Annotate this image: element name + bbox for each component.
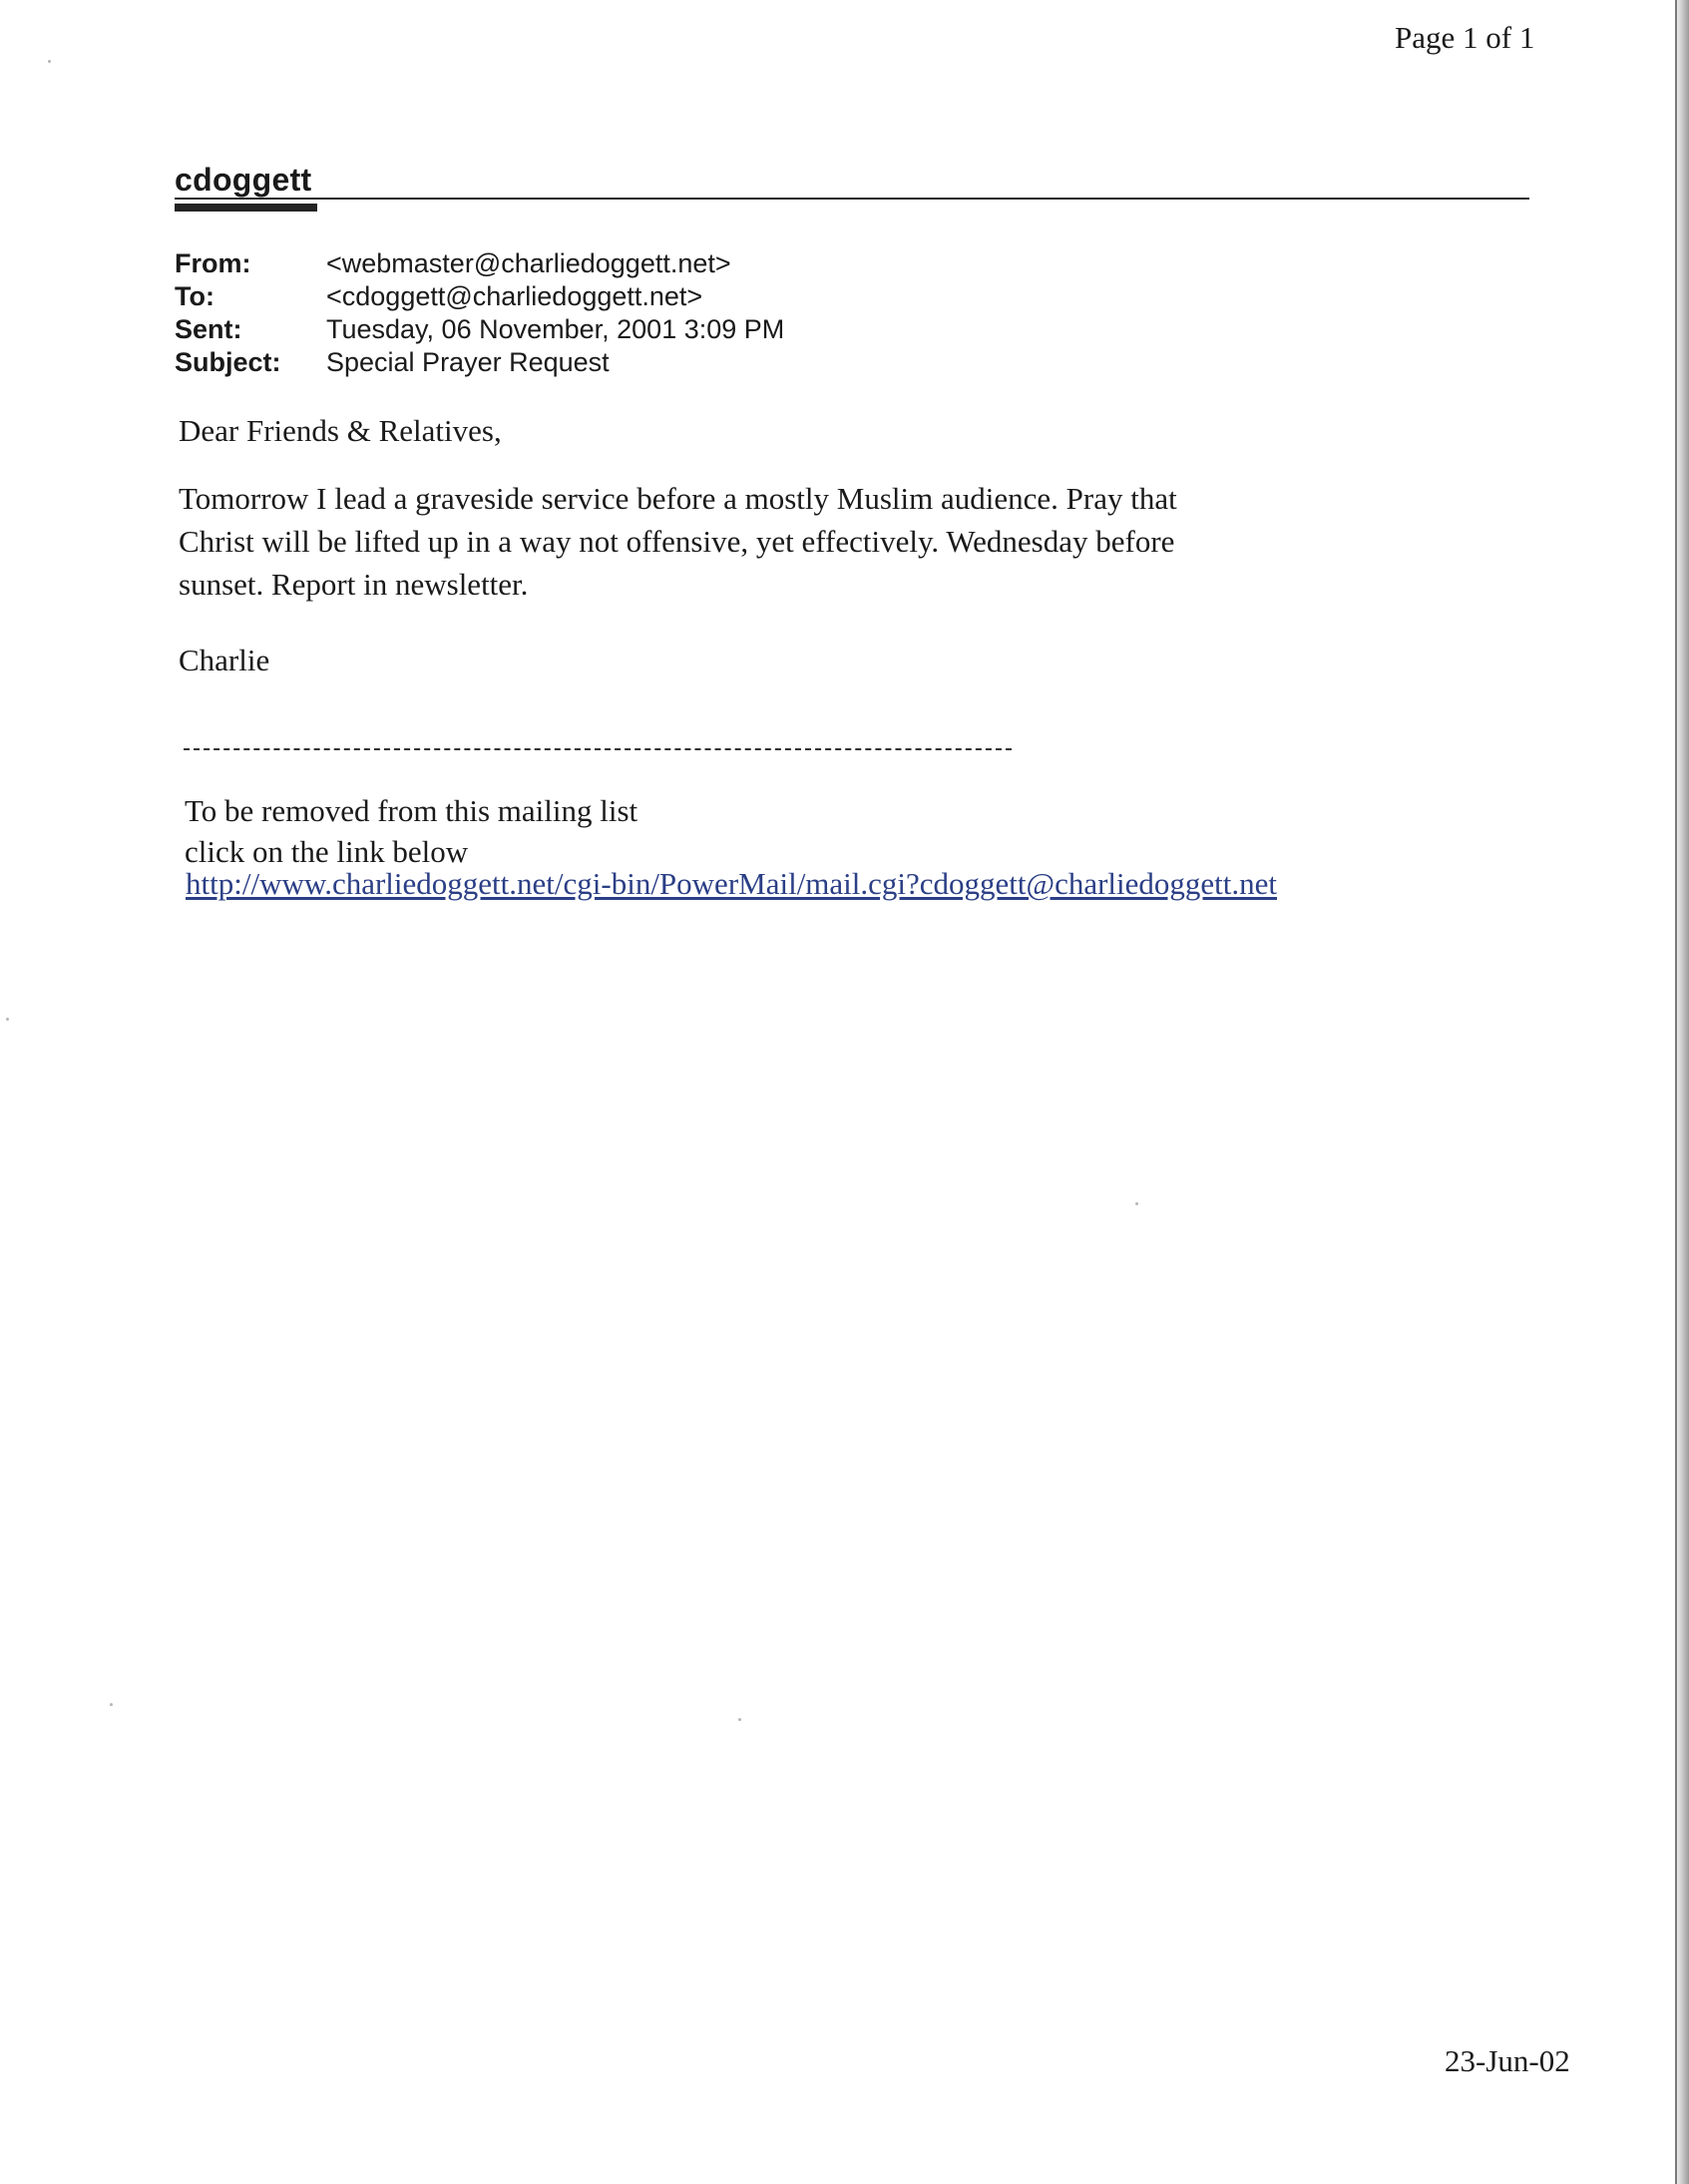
scan-edge-shadow <box>1675 0 1689 2184</box>
header-row-from <box>175 247 784 280</box>
title-underline-accent <box>175 204 317 212</box>
page-number: Page 1 of 1 <box>1395 20 1535 55</box>
scan-edge-line <box>1675 0 1677 2184</box>
email-body-paragraph: Tomorrow I lead a graveside service before a mostly Muslim audience. Pray that Christ will be lifted up in a way not offensive, yet effectively. Wednesday before sunset. Report in newsletter. <box>179 481 1177 602</box>
to-value: <cdoggett@charliedoggett.net> <box>326 281 703 311</box>
email-salutation: Dear Friends & Relatives, <box>179 413 502 448</box>
sent-label: Sent: <box>175 314 242 344</box>
scan-speck <box>1135 1202 1138 1205</box>
footer-dashed-separator <box>184 748 1012 750</box>
header-row-subject <box>175 346 784 379</box>
to-label: To: <box>175 281 214 311</box>
print-date: 23-Jun-02 <box>1445 2043 1570 2078</box>
title-divider <box>175 198 1529 200</box>
subject-label: Subject: <box>175 347 281 377</box>
header-row-to <box>175 280 784 313</box>
subject-value: Special Prayer Request <box>326 347 610 377</box>
header-row-sent <box>175 313 784 346</box>
scan-speck <box>48 60 51 63</box>
unsubscribe-link[interactable]: http://www.charliedoggett.net/cgi-bin/PowerMail/mail.cgi?cdoggett@charliedoggett.net <box>186 866 1278 901</box>
email-header-fields <box>175 247 784 379</box>
sender-name: cdoggett <box>175 162 312 198</box>
removal-instructions-line2: click on the link below <box>185 834 469 869</box>
scan-speck <box>110 1703 113 1706</box>
from-label: From: <box>175 248 251 278</box>
email-signature: Charlie <box>179 643 270 677</box>
removal-instructions-line1: To be removed from this mailing list <box>185 793 638 828</box>
scan-speck <box>6 1018 9 1021</box>
sent-value: Tuesday, 06 November, 2001 3:09 PM <box>326 314 785 344</box>
scan-speck <box>738 1718 741 1721</box>
from-value: <webmaster@charliedoggett.net> <box>326 248 731 278</box>
